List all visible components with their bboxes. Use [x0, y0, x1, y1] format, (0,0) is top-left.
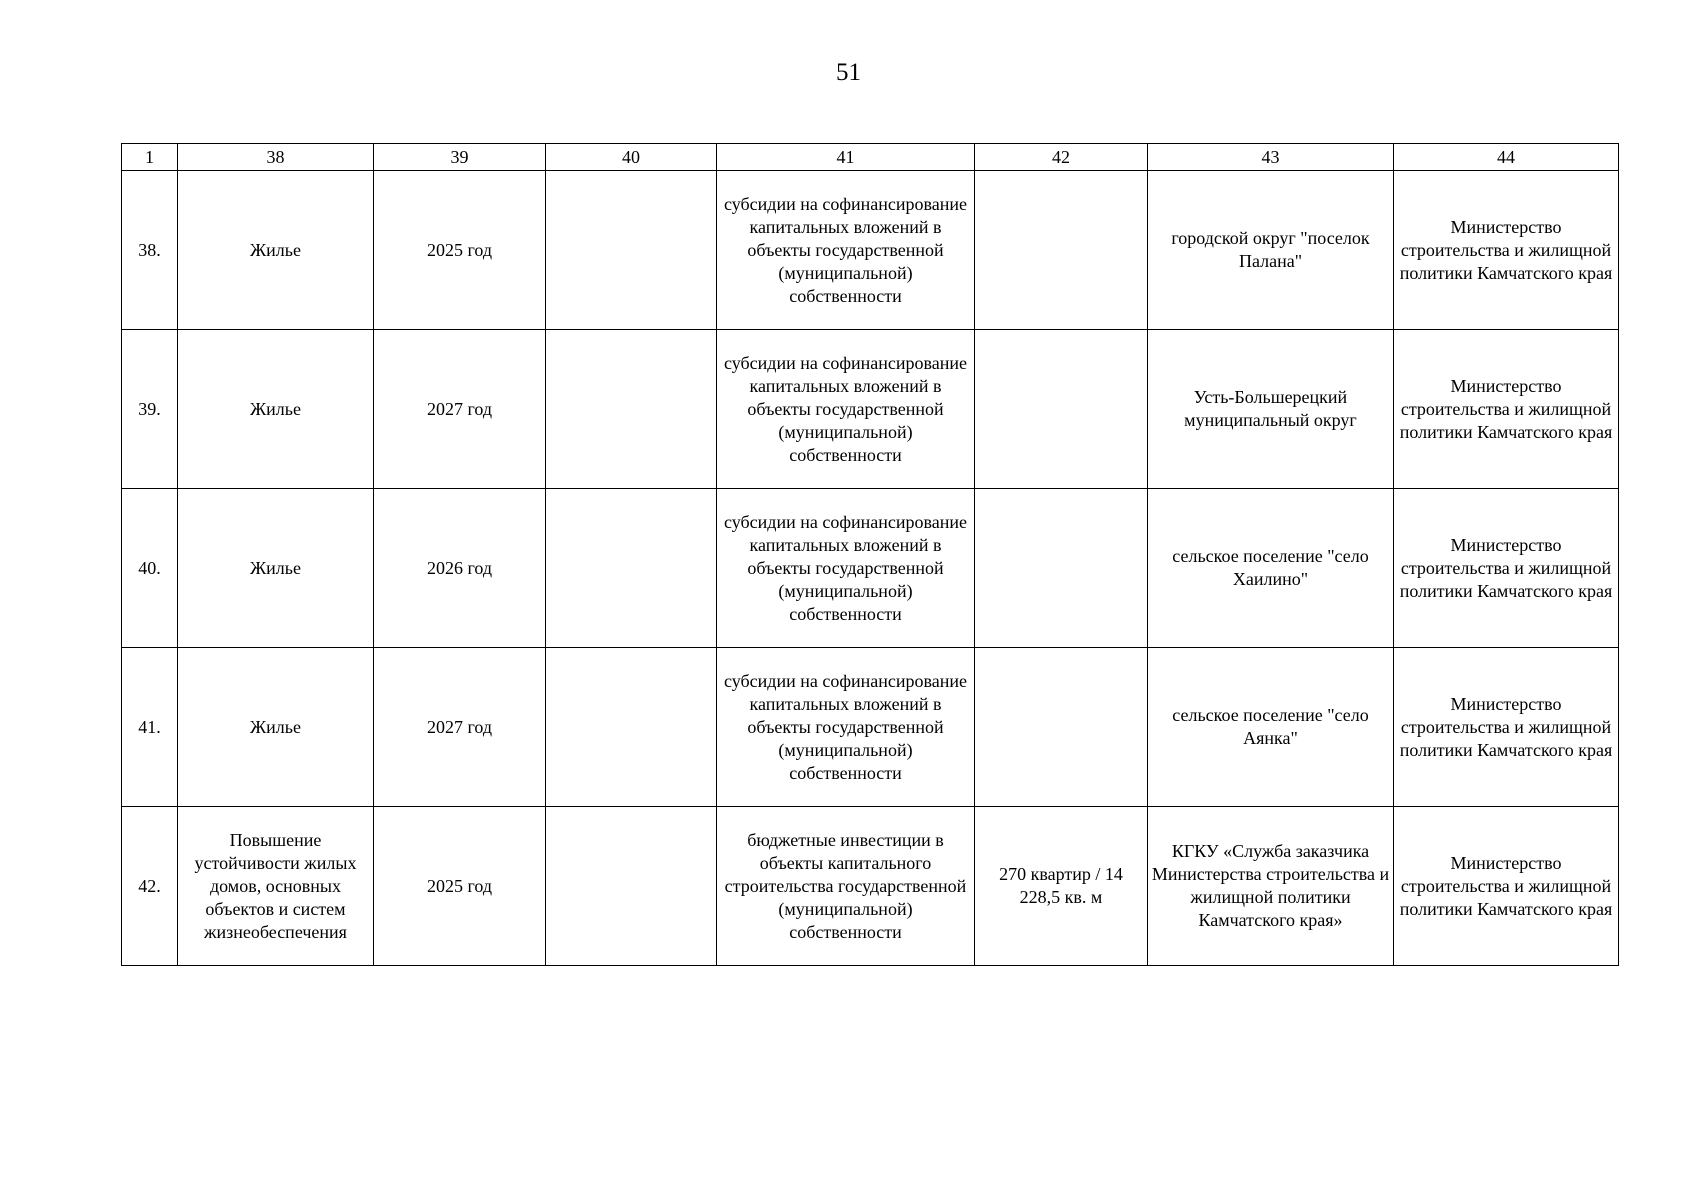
- table-row: [122, 171, 1619, 330]
- row-number-cell: 42.: [122, 807, 178, 966]
- empty-cell: [546, 807, 717, 966]
- row-number-cell: 38.: [122, 171, 178, 330]
- location-cell: Усть-Большерецкий муниципальный округ: [1148, 330, 1394, 489]
- header-cell: 41: [717, 144, 975, 171]
- header-cell: 39: [374, 144, 546, 171]
- empty-cell: [546, 648, 717, 807]
- row-number-cell: 39.: [122, 330, 178, 489]
- object-name-cell: Жилье: [178, 330, 374, 489]
- empty-cell: [546, 171, 717, 330]
- funding-type-cell: субсидии на софинансирование капитальных вложений в объекты государственной (муниципальной) собственности: [717, 648, 975, 807]
- object-name-cell: Повышение устойчивости жилых домов, основных объектов и систем жизнеобеспечения: [178, 807, 374, 966]
- responsible-cell: Министерство строительства и жилищной политики Камчатского края: [1394, 648, 1619, 807]
- year-cell: 2025 год: [374, 171, 546, 330]
- header-cell: 40: [546, 144, 717, 171]
- row-number-cell: 41.: [122, 648, 178, 807]
- object-name-cell: Жилье: [178, 489, 374, 648]
- year-cell: 2027 год: [374, 648, 546, 807]
- capacity-cell: [975, 489, 1148, 648]
- responsible-cell: Министерство строительства и жилищной политики Камчатского края: [1394, 807, 1619, 966]
- year-cell: 2025 год: [374, 807, 546, 966]
- table-row: [122, 807, 1619, 966]
- row-number-cell: 40.: [122, 489, 178, 648]
- responsible-cell: Министерство строительства и жилищной политики Камчатского края: [1394, 489, 1619, 648]
- funding-type-cell: субсидии на софинансирование капитальных вложений в объекты государственной (муниципальной) собственности: [717, 489, 975, 648]
- capacity-cell: [975, 648, 1148, 807]
- object-name-cell: Жилье: [178, 648, 374, 807]
- table-row: [122, 489, 1619, 648]
- object-name-cell: Жилье: [178, 171, 374, 330]
- funding-type-cell: субсидии на софинансирование капитальных вложений в объекты государственной (муниципальной) собственности: [717, 330, 975, 489]
- header-cell: 44: [1394, 144, 1619, 171]
- capacity-cell: [975, 330, 1148, 489]
- header-row: [122, 144, 1619, 171]
- funding-type-cell: субсидии на софинансирование капитальных вложений в объекты государственной (муниципальной) собственности: [717, 171, 975, 330]
- year-cell: 2027 год: [374, 330, 546, 489]
- location-cell: городской округ "поселок Палана": [1148, 171, 1394, 330]
- responsible-cell: Министерство строительства и жилищной политики Камчатского края: [1394, 171, 1619, 330]
- table-row: [122, 648, 1619, 807]
- capacity-cell: [975, 171, 1148, 330]
- location-cell: сельское поселение "село Хаилино": [1148, 489, 1394, 648]
- empty-cell: [546, 330, 717, 489]
- header-cell: 1: [122, 144, 178, 171]
- header-cell: 42: [975, 144, 1148, 171]
- year-cell: 2026 год: [374, 489, 546, 648]
- header-cell: 38: [178, 144, 374, 171]
- table-row: [122, 330, 1619, 489]
- capacity-cell: 270 квартир / 14 228,5 кв. м: [975, 807, 1148, 966]
- header-cell: 43: [1148, 144, 1394, 171]
- location-cell: КГКУ «Служба заказчика Министерства строительства и жилищной политики Камчатского края»: [1148, 807, 1394, 966]
- empty-cell: [546, 489, 717, 648]
- funding-type-cell: бюджетные инвестиции в объекты капитального строительства государственной (муниципальной) собственности: [717, 807, 975, 966]
- page-number: 51: [836, 59, 861, 86]
- responsible-cell: Министерство строительства и жилищной политики Камчатского края: [1394, 330, 1619, 489]
- data-table: [121, 143, 1619, 966]
- location-cell: сельское поселение "село Аянка": [1148, 648, 1394, 807]
